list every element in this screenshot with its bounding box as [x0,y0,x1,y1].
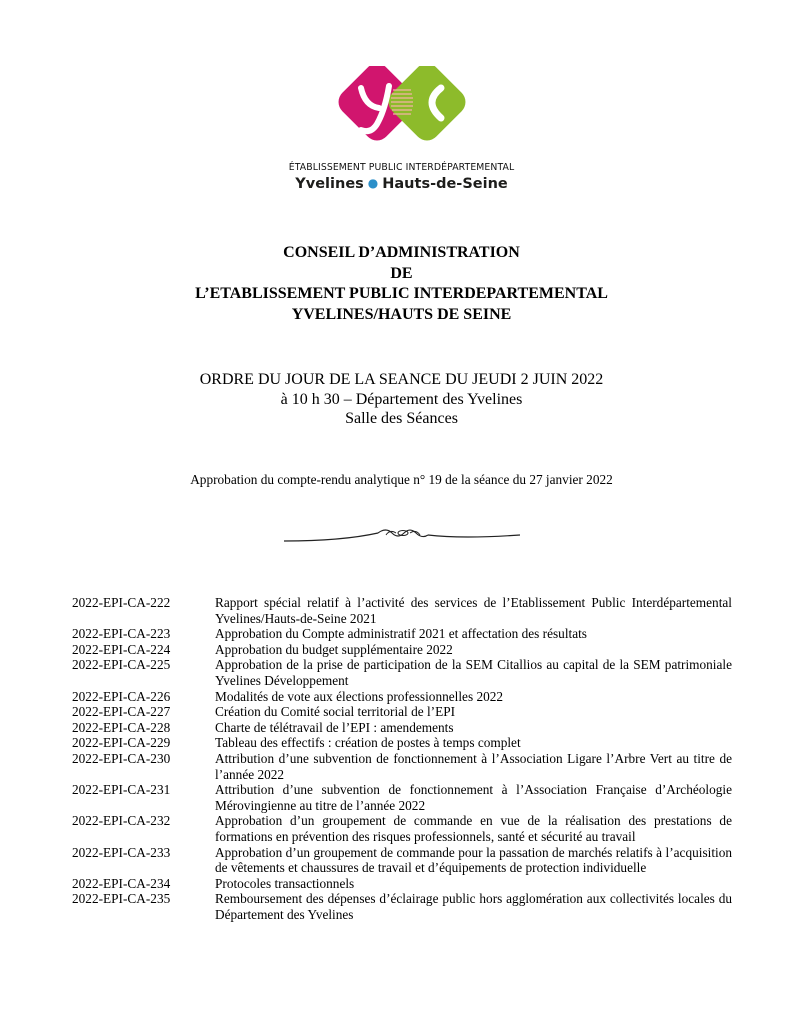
agenda-item-code: 2022-EPI-CA-229 [72,735,171,751]
title-line-1: CONSEIL D’ADMINISTRATION [283,244,520,261]
agenda-item-text: Remboursement des dépenses d’éclairage public hors agglomération aux collectivités locales du Département des Yvelines [215,891,732,922]
agenda-item [72,876,732,892]
agenda-item-text: Modalités de vote aux élections professionnelles 2022 [215,688,504,704]
agenda-item-code: 2022-EPI-CA-227 [72,704,171,720]
session-info [0,370,803,429]
agenda-item [72,751,732,782]
yvelines-hauts-de-seine-logo-icon [327,66,477,160]
agenda-item-code: 2022-EPI-CA-223 [72,626,171,642]
agenda-item-code: 2022-EPI-CA-235 [72,891,171,907]
title-line-3: L’ETABLISSEMENT PUBLIC INTERDEPARTEMENTAL [195,285,608,302]
agenda-item-code: 2022-EPI-CA-230 [72,750,171,766]
session-line-3: Salle des Séances [345,410,458,427]
agenda-item [72,813,732,844]
agenda-item-code: 2022-EPI-CA-234 [72,875,171,891]
agenda-item [72,735,732,751]
agenda-item-code: 2022-EPI-CA-222 [72,595,171,610]
agenda-item-code: 2022-EPI-CA-231 [72,782,171,798]
title-line-4: YVELINES/HAUTS DE SEINE [291,305,512,323]
logo-name-right: Hauts-de-Seine [382,176,508,192]
agenda-item-code: 2022-EPI-CA-232 [72,813,171,829]
ornament-divider-icon [282,523,522,545]
agenda-item-text: Rapport spécial relatif à l’activité des services de l’Etablissement Public Interdépartemental Yvelines/Hauts-de-Seine 2021 [215,595,732,626]
agenda-item [72,626,732,642]
session-line-1: ORDRE DU JOUR DE LA SEANCE DU JEUDI 2 JUIN 2022 [199,371,604,388]
agenda-item-text: Protocoles transactionnels [215,875,355,891]
agenda-item [72,891,732,922]
agenda-item-text: Approbation d’un groupement de commande en vue de la réalisation des prestations de formations en prévention des risques professionnels, santé et sécurité au travail [215,813,732,844]
agenda-item-text: Approbation du Compte administratif 2021 et affectation des résultats [215,626,587,642]
agenda-item-code: 2022-EPI-CA-224 [72,641,171,657]
session-line-2: à 10 h 30 – Département des Yvelines [280,390,523,408]
agenda-item [72,704,732,720]
agenda-item-code: 2022-EPI-CA-233 [72,844,171,860]
agenda-item-text: Attribution d’une subvention de fonctionnement à l’Association Française d’Archéologie Mérovingienne au titre de l’année 2022 [215,782,732,813]
agenda-item-text: Approbation du budget supplémentaire 2022 [215,641,453,657]
approval-minutes: Approbation du compte-rendu analytique n° 19 de la séance du 27 janvier 2022 [190,472,613,487]
agenda-item-text: Approbation d’un groupement de commande pour la passation de marchés relatifs à l’acquisition de vêtements et chaussures de travail et d’équipements de protection individuelle [215,844,732,876]
agenda-item [72,782,732,813]
logo-subtitle: ÉTABLISSEMENT PUBLIC INTERDÉPARTEMENTAL [288,162,515,173]
document-title [0,243,803,325]
agenda-item [72,657,732,688]
agenda-item [72,845,732,876]
agenda-item-code: 2022-EPI-CA-226 [72,688,171,704]
agenda-item-text: Création du Comité social territorial de l’EPI [215,704,456,720]
agenda-item-text: Approbation de la prise de participation de la SEM Citallios au capital de la SEM patrimoniale Yvelines Développement [215,657,732,688]
agenda-item-text: Attribution d’une subvention de fonctionnement à l’Association Ligare l’Arbre Vert au titre de l’année 2022 [215,750,732,782]
logo-names [0,176,803,192]
agenda-item-code: 2022-EPI-CA-225 [72,657,171,673]
agenda-item-text: Charte de télétravail de l’EPI : amendements [215,719,454,735]
agenda-item [72,595,732,626]
agenda-item [72,720,732,736]
logo-name-left: Yvelines [295,176,364,192]
logo [0,66,803,192]
logo-separator: ● [367,176,379,190]
agenda-item-code: 2022-EPI-CA-228 [72,719,171,735]
title-line-2: DE [390,264,413,282]
agenda-item [72,642,732,658]
agenda-list [72,595,732,922]
agenda-item [72,689,732,705]
agenda-item-text: Tableau des effectifs : création de postes à temps complet [215,735,521,751]
